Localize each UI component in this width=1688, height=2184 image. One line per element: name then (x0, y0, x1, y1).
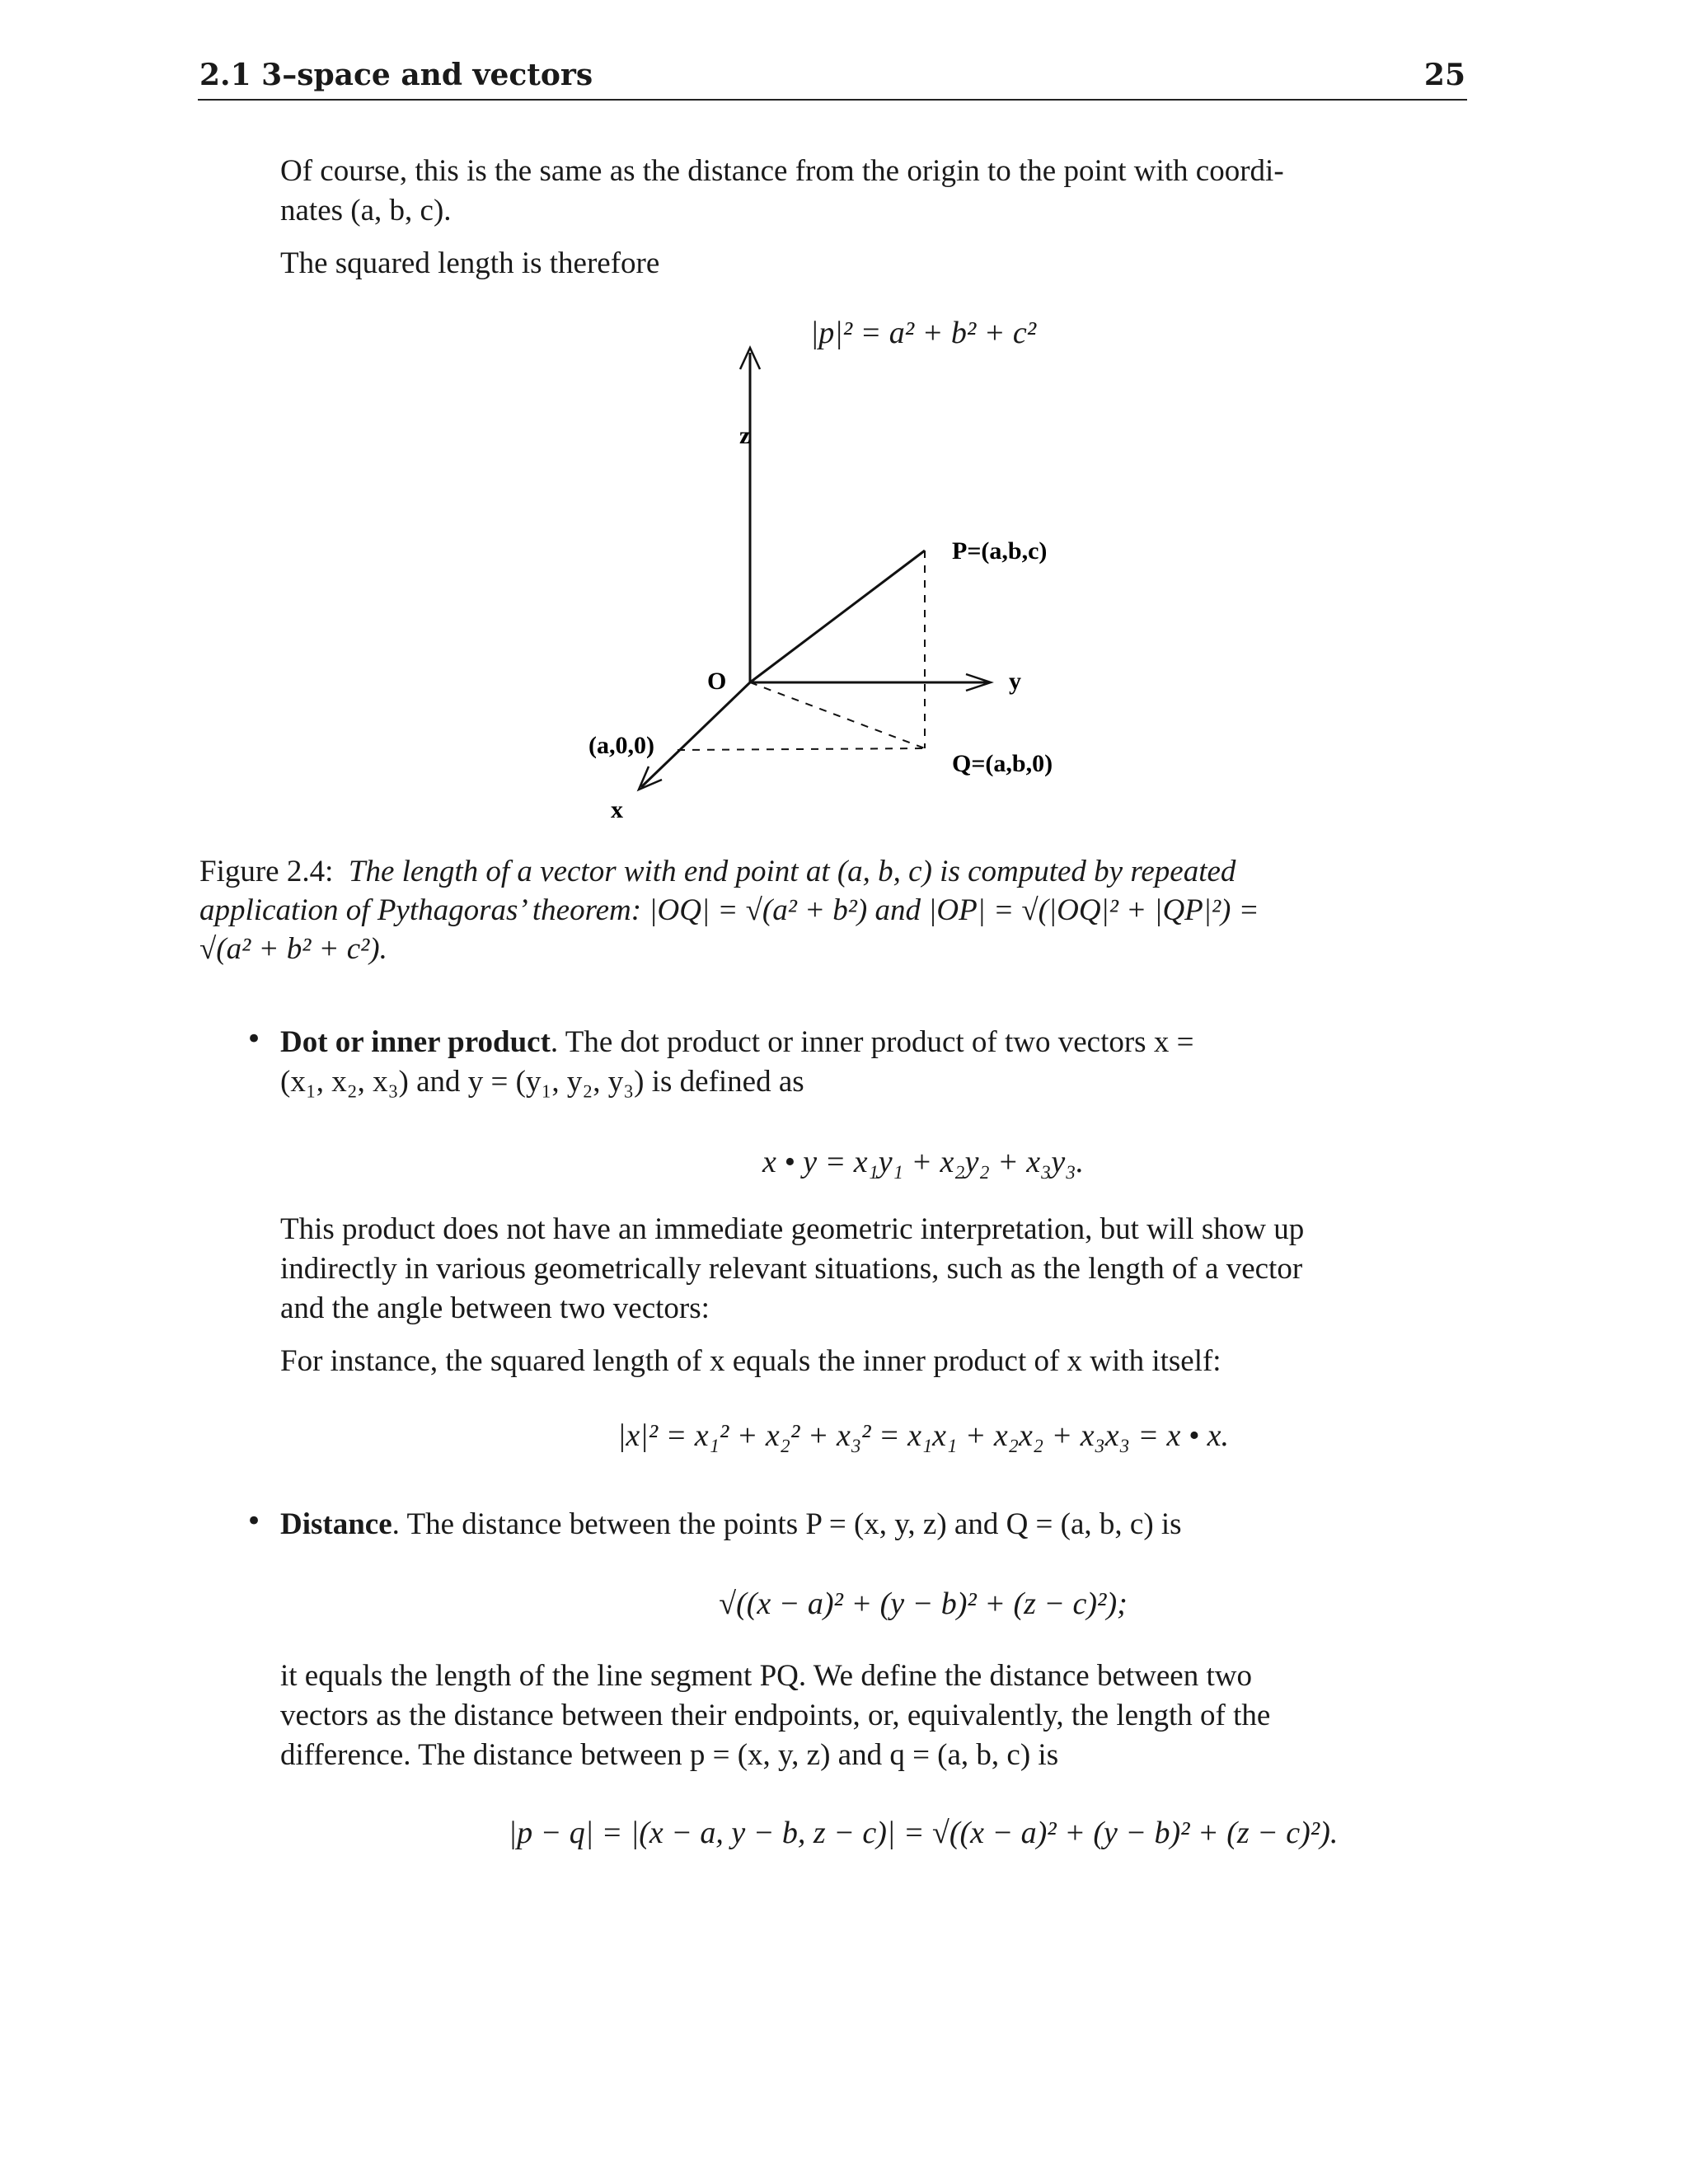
dot-product-title: Dot or inner product (280, 1025, 551, 1059)
label-y: y (1009, 668, 1021, 695)
caption-line-2: application of Pythagoras’ theorem: |OQ| = √(a² + b²) and |OP| = √(|OQ|² + |QP|²) = (199, 893, 1259, 927)
dot-para-line-3: and the angle between two vectors: (280, 1291, 710, 1325)
equation-distance: √((x − a)² + (y − b)² + (z − c)²); (719, 1586, 1128, 1621)
x-axis (641, 682, 750, 787)
bullet-dot-2: • (246, 1505, 263, 1538)
equation-dot-product: x • y = x₁y₁ + x₂y₂ + x₃y₃. (762, 1145, 1084, 1179)
dot-para-2: For instance, the squared length of x equals the inner product of x with itself: (280, 1344, 1221, 1378)
caption-line-3: √(a² + b² + c²). (199, 932, 387, 966)
distance-title: Distance (280, 1507, 392, 1541)
distance-para-line-3: difference. The distance between p = (x, y, z) and q = (a, b, c) is (280, 1738, 1059, 1772)
caption-line-1 (199, 852, 1469, 891)
vector-3d-figure (0, 0, 1688, 832)
label-z: z (739, 422, 751, 449)
dot-product-line-1 (280, 1023, 1467, 1062)
intro-line-1: Of course, this is the same as the distance from the origin to the point with coordi- (280, 154, 1284, 188)
bullet-dot-1: • (246, 1023, 263, 1056)
equation-distance-vectors: |p − q| = |(x − a, y − b, z − c)| = √((x − a)² + (y − b)² + (z − c)²). (508, 1816, 1339, 1850)
figure-caption (199, 852, 1469, 968)
section-title: 2.1 3–space and vectors (199, 58, 593, 92)
dot-product-line-1-rest: . The dot product or inner product of two vectors x = (550, 1025, 1194, 1059)
distance-para-line-1: it equals the length of the line segment PQ. We define the distance between two (280, 1659, 1252, 1693)
label-o: O (707, 668, 727, 695)
distance-para-line-2: vectors as the distance between their endpoints, or, equivalently, the length of the (280, 1699, 1271, 1732)
dashed-aq (678, 748, 925, 750)
vector-op (750, 551, 925, 682)
page-number: 25 (1423, 58, 1465, 92)
equation-squared-length-x: |x|² = x₁² + x₂² + x₃² = x₁x₁ + x₂x₂ + x₃x₃ = x • x. (617, 1418, 1230, 1453)
dot-product-line-2: (x₁, x₂, x₃) and y = (y₁, y₂, y₃) is defined as (280, 1065, 804, 1099)
label-a00: (a,0,0) (588, 732, 654, 759)
distance-line-1-rest: . The distance between the points P = (x, y, z) and Q = (a, b, c) is (392, 1507, 1182, 1541)
label-p: P=(a,b,c) (952, 537, 1048, 565)
dot-para-line-2: indirectly in various geometrically relevant situations, such as the length of a vector (280, 1252, 1303, 1286)
label-x: x (611, 796, 623, 823)
caption-prefix: Figure 2.4: (199, 855, 334, 888)
distance-line-1 (280, 1505, 1467, 1544)
label-q: Q=(a,b,0) (952, 750, 1053, 777)
caption-text-1: The length of a vector with end point at (a, b, c) is computed by repeated (348, 855, 1236, 888)
intro-line-2: nates (a, b, c). (280, 194, 452, 227)
dot-para-line-1: This product does not have an immediate geometric interpretation, but will show up (280, 1212, 1305, 1246)
dashed-oq (750, 682, 925, 748)
equation-squared-length: |p|² = a² + b² + c² (809, 316, 1037, 350)
intro-line-3: The squared length is therefore (280, 246, 660, 280)
